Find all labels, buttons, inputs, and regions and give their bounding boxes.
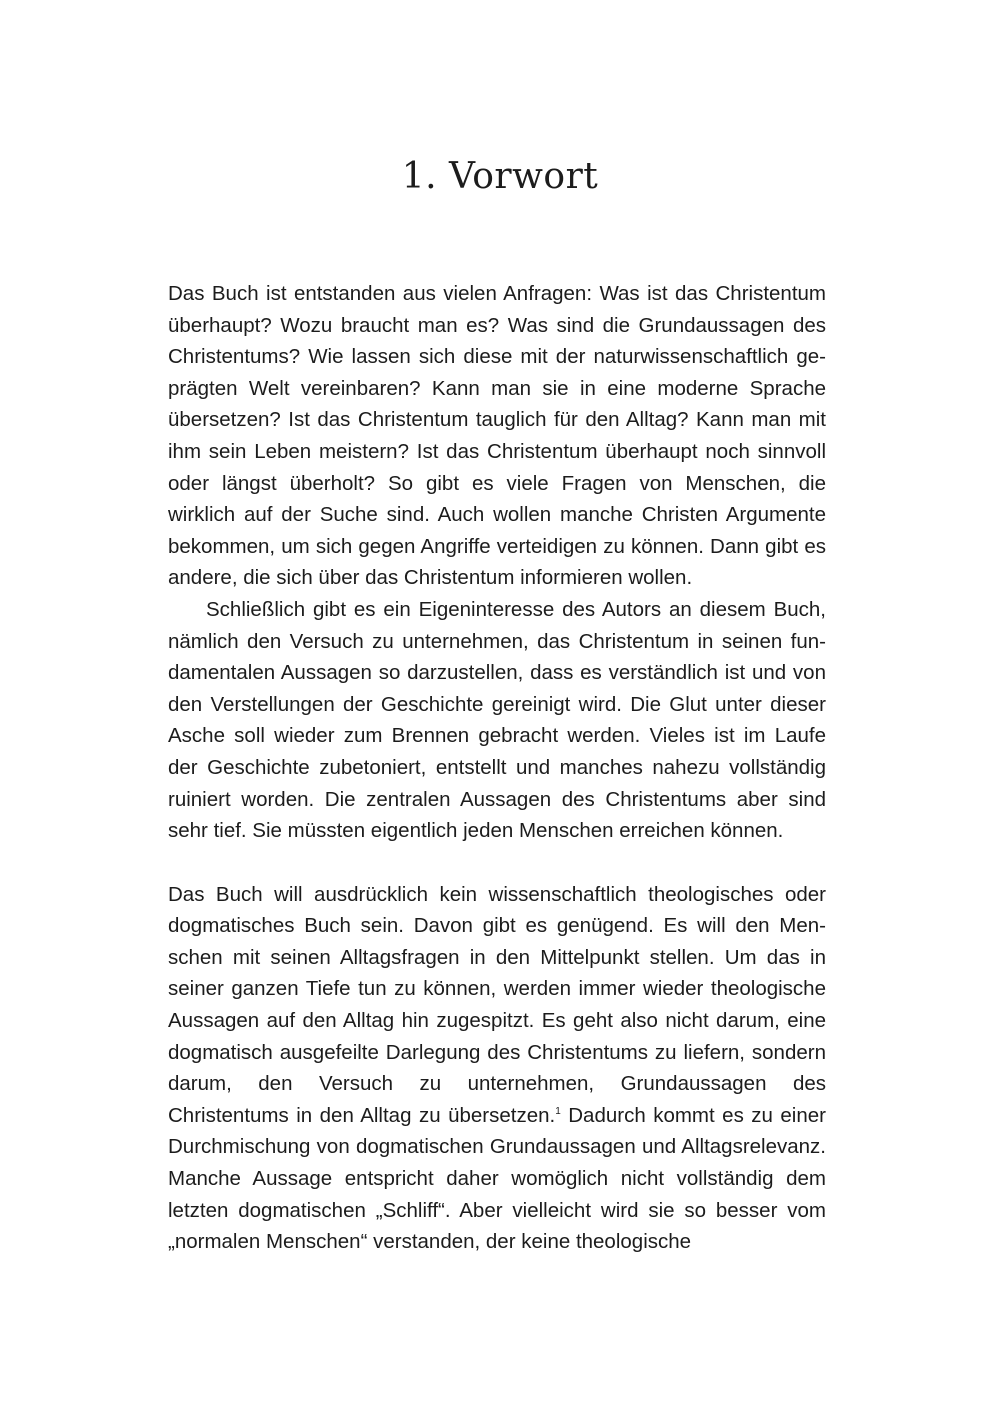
chapter-title: 1. Vorwort [401, 156, 599, 197]
paragraph-3-text-before-footnote: Das Buch will ausdrücklich kein wissenschaftlich theologisches oder dogmatisches Buch sein. Davon gibt es genügend. Es will den Menschen mit seinen Alltagsfragen in den Mittelpunkt stellen. Um das in seiner ganzen Tiefe tun zu können, werden immer wieder theologische Aussagen auf den Alltag hin zugespitzt. Es geht also nicht darum, eine dogmatisch ausgefeilte Darlegung des Christentums zu liefern, sondern darum, den Versuch zu unternehmen, Grundaussagen des Christentums in den Alltag zu übersetzen. [168, 882, 826, 1127]
footnote-reference[interactable]: 1 [555, 1106, 561, 1118]
paragraph-1: Das Buch ist entstanden aus vielen Anfragen: Was ist das Christentum überhaupt? Wozu braucht man es? Was sind die Grundaussagen des Christentums? Wie lassen sich diese mit der naturwissenschaftlich geprägten Welt vereinbaren? Kann man sie in eine moderne Sprache übersetzen? Ist das Christentum tauglich für den Alltag? Kann man mit ihm sein Leben meistern? Ist das Christentum überhaupt noch sinnvoll oder längst überholt? So gibt es viele Fragen von Menschen, die wirklich auf der Suche sind. Auch wollen manche Christen Argumente bekommen, um sich gegen Angriffe verteidigen zu können. Dann gibt es andere, die sich über das Christentum informieren wollen. [168, 282, 826, 590]
paragraph-2: Schließlich gibt es ein Eigeninteresse des Autors an diesem Buch, nämlich den Versuch zu unternehmen, das Christentum in seinen fundamentalen Aussagen so darzustellen, dass es verständlich ist und von den Verstellungen der Geschichte gereinigt wird. Die Glut unter dieser Asche soll wieder zum Brennen gebracht werden. Vieles ist im Laufe der Geschichte zubetoniert, entstellt und manches nahezu vollständig ruiniert worden. Die zentralen Aussagen des Christentums aber sind sehr tief. Sie müssten eigentlich jeden Menschen erreichen können. [168, 597, 826, 843]
paragraph-3-text-after-footnote: Dadurch kommt es zu einer Durchmischung von dogmatischen Grundaussagen und Alltagsrelevanz. Manche Aussage entspricht daher womöglich nicht vollständig dem letzten dogmatischen „Schliff“. Aber vielleicht wird sie so besser vom „normalen Menschen“ verstanden, der keine theologische [168, 1103, 826, 1254]
body-text [168, 278, 826, 1258]
paragraph-3 [168, 879, 826, 1258]
